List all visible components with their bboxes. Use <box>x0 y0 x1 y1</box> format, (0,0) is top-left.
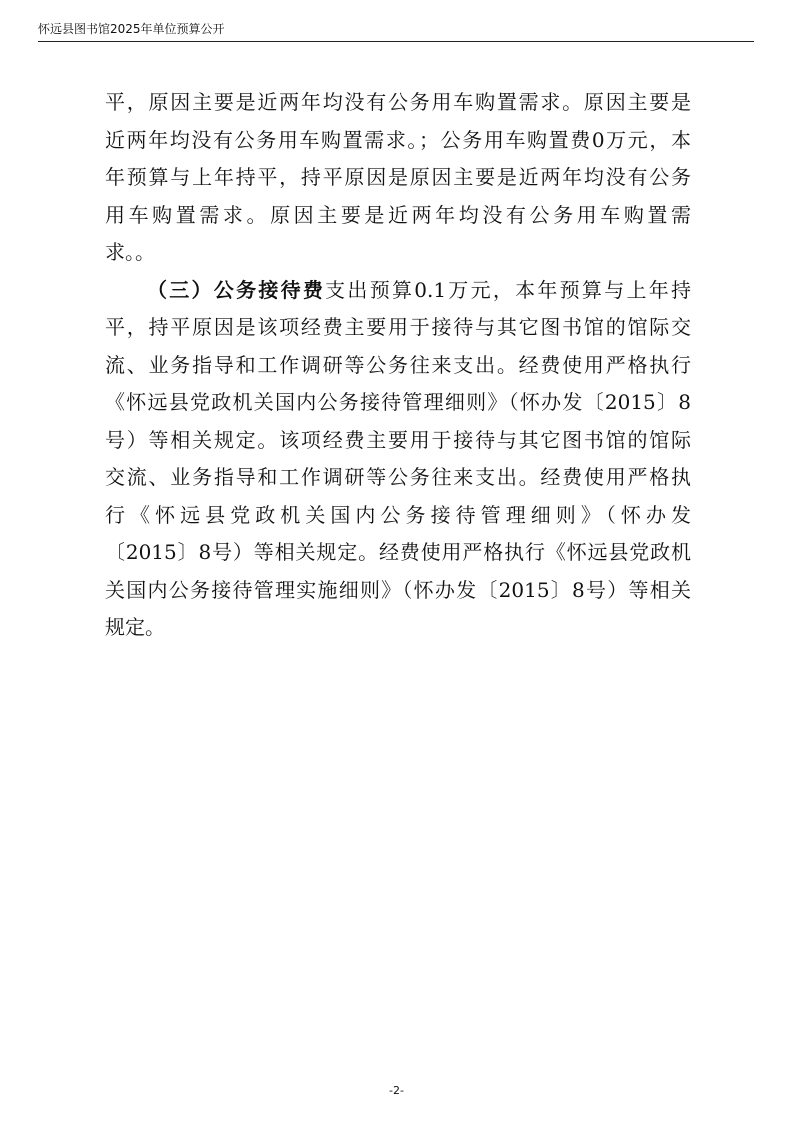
text-line: 交流、业务指导和工作调研等公务往来支出。经费使用严格执 <box>105 465 691 489</box>
header-title: 怀远县图书馆2025年单位预算公开 <box>38 22 225 36</box>
text-line: 用车购置需求。原因主要是近两年均没有公务用车购置需 <box>105 202 691 227</box>
page-header <box>38 22 754 42</box>
text-line: 年预算与上年持平，持平原因是原因主要是近两年均没有公务 <box>105 165 691 189</box>
text-line: 〔2015〕8号）等相关规定。经费使用严格执行《怀远县党政机 <box>105 540 691 564</box>
text-line: 规定。 <box>105 615 165 639</box>
paragraph-vehicle-purchase <box>105 84 691 272</box>
page-number: -2- <box>389 1084 404 1097</box>
text-line: 《怀远县党政机关国内公务接待管理细则》（怀办发〔2015〕8 <box>105 390 691 414</box>
text-line: 号）等相关规定。该项经费主要用于接待与其它图书馆的馆际 <box>105 427 691 452</box>
text-line: 近两年均没有公务用车购置需求。；公务用车购置费0万元，本 <box>105 127 691 152</box>
section-heading: （三）公务接待费 <box>147 277 326 302</box>
text-line: 平，原因主要是近两年均没有公务用车购置需求。原因主要是 <box>105 90 691 114</box>
text-line: 关国内公务接待管理实施细则》（怀办发〔2015〕8号）等相关 <box>105 577 691 602</box>
document-body <box>105 84 691 647</box>
paragraph-reception-expenses <box>105 272 691 647</box>
text-line: 求。。 <box>105 240 155 264</box>
text-line <box>105 272 691 310</box>
text-line: 行《怀远县党政机关国内公务接待管理细则》（怀办发 <box>105 502 691 527</box>
text-line: 流、业务指导和工作调研等公务往来支出。经费使用严格执行 <box>105 352 691 377</box>
text-fragment: 支出预算0.1万元，本年预算与上年持 <box>325 277 691 302</box>
text-line: 平，持平原因是该项经费主要用于接待与其它图书馆的馆际交 <box>105 315 691 339</box>
